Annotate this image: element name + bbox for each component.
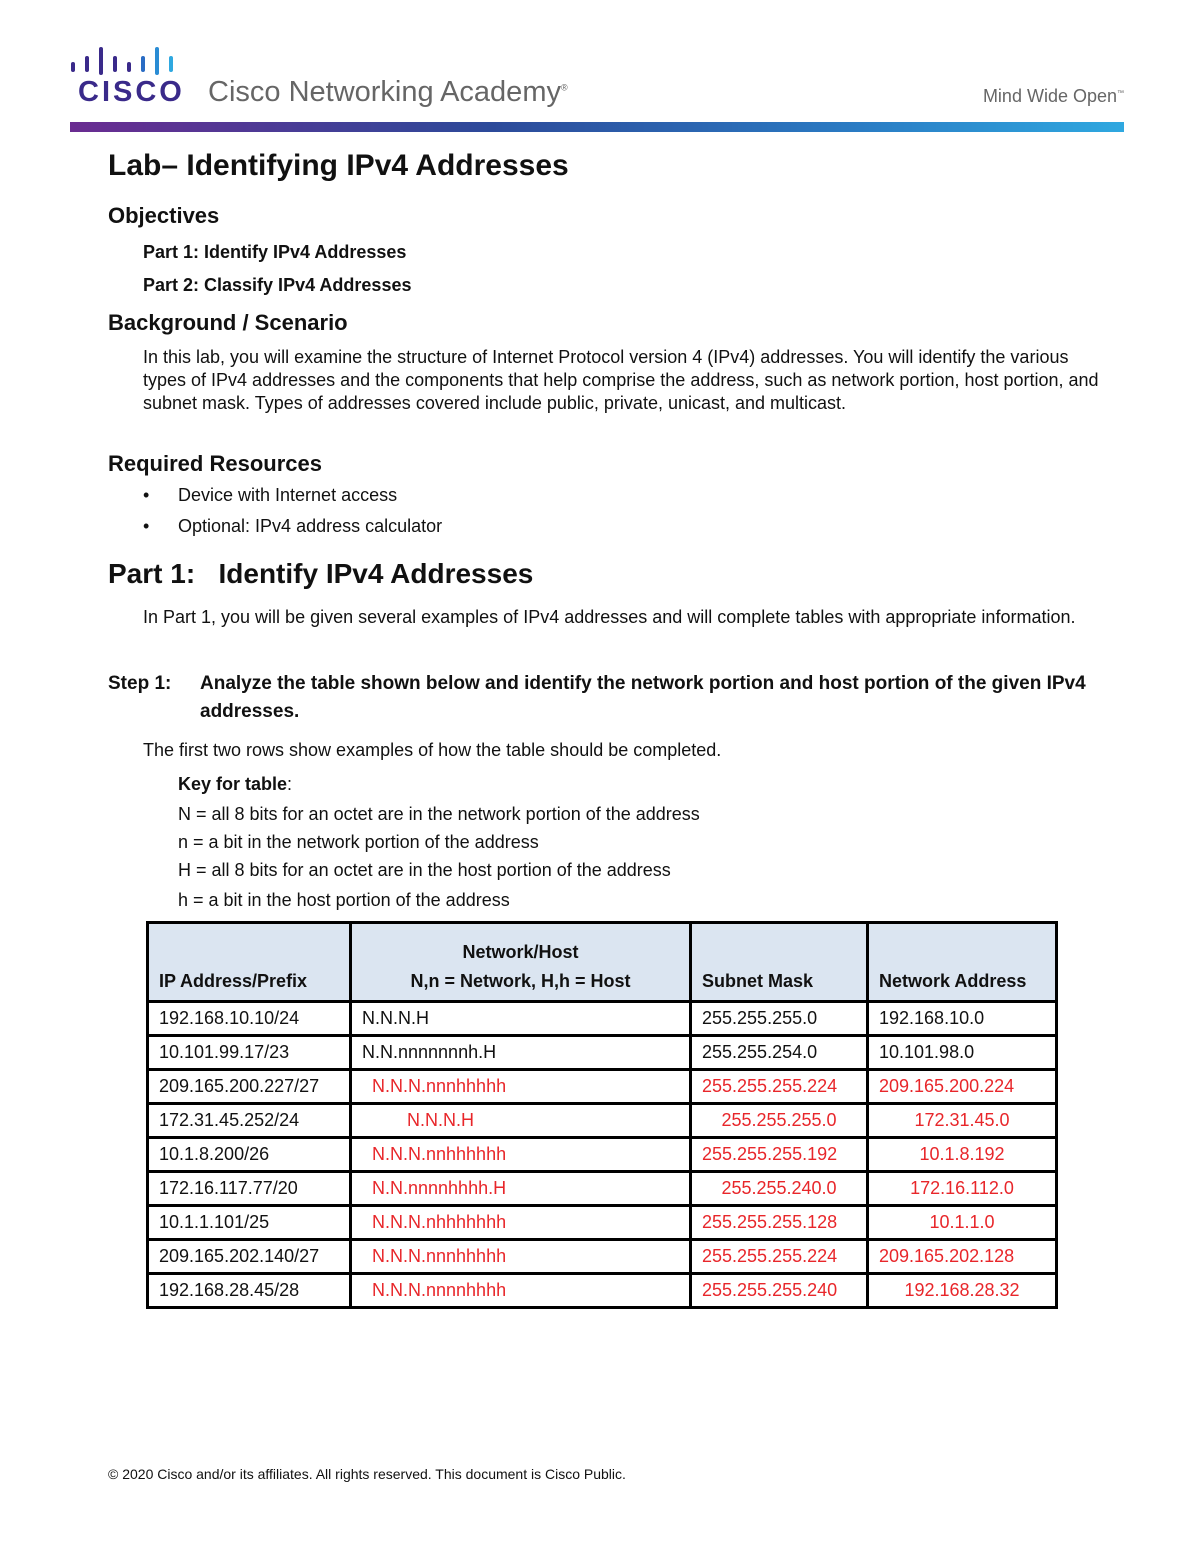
table-row <box>148 1070 1057 1104</box>
resource-item: • Optional: IPv4 address calculator <box>143 516 443 536</box>
network-address-cell: 192.168.10.0 <box>868 1002 1057 1036</box>
ip-cell: 172.31.45.252/24 <box>148 1104 351 1138</box>
header-ip-prefix: IP Address/Prefix <box>148 923 351 1002</box>
header-network-host <box>351 923 691 1002</box>
network-host-cell: N.N.nnnnnnnh.H <box>351 1036 691 1070</box>
network-host-answer: N.N.N.nnnhhhhh <box>351 1240 691 1274</box>
background-text: In this lab, you will examine the structure of Internet Protocol version 4 (IPv4) addresses. You will identify the various types of IPv4 addresses and the components that help comprise the address, such as network portion, host portion, and subnet mask. Types of addresses covered include public, private, unicast, and multicast. <box>143 347 1099 413</box>
network-address-answer: 209.165.202.128 <box>868 1240 1057 1274</box>
subnet-mask-cell: 255.255.254.0 <box>691 1036 868 1070</box>
academy-label: Cisco Networking Academy <box>208 76 561 108</box>
network-address-answer: 192.168.28.32 <box>868 1274 1057 1308</box>
objective-item: Part 1: Identify IPv4 Addresses <box>143 242 407 262</box>
ip-cell: 10.101.99.17/23 <box>148 1036 351 1070</box>
key-item: H = all 8 bits for an octet are in the host portion of the address <box>178 860 671 880</box>
network-host-answer: N.N.N.nnnhhhhh <box>351 1070 691 1104</box>
subnet-mask-answer: 255.255.255.192 <box>691 1138 868 1172</box>
subnet-mask-cell: 255.255.255.0 <box>691 1002 868 1036</box>
ip-cell: 209.165.202.140/27 <box>148 1240 351 1274</box>
ip-cell: 172.16.117.77/20 <box>148 1172 351 1206</box>
ip-cell: 192.168.28.45/28 <box>148 1274 351 1308</box>
background-heading: Background / Scenario <box>108 310 348 335</box>
network-host-answer: N.N.nnnnhhhh.H <box>351 1172 691 1206</box>
objectives-heading: Objectives <box>108 203 220 228</box>
ip-cell: 10.1.1.101/25 <box>148 1206 351 1240</box>
subnet-mask-answer: 255.255.255.128 <box>691 1206 868 1240</box>
page-title: Lab– Identifying IPv4 Addresses <box>108 149 569 182</box>
cisco-logo-text: CISCO <box>78 76 185 108</box>
header-line: Network/Host <box>462 942 579 962</box>
network-address-answer: 172.16.112.0 <box>868 1172 1057 1206</box>
header-subnet-mask: Subnet Mask <box>691 923 868 1002</box>
ip-cell: 192.168.10.10/24 <box>148 1002 351 1036</box>
network-address-answer: 172.31.45.0 <box>868 1104 1057 1138</box>
resource-item: • Device with Internet access <box>143 485 398 505</box>
key-item: h = a bit in the host portion of the address <box>178 890 510 910</box>
table-row <box>148 1172 1057 1206</box>
subnet-mask-answer: 255.255.255.224 <box>691 1240 868 1274</box>
key-item: N = all 8 bits for an octet are in the network portion of the address <box>178 804 700 824</box>
objective-item: Part 2: Classify IPv4 Addresses <box>143 275 412 295</box>
subnet-mask-answer: 255.255.255.0 <box>691 1104 868 1138</box>
network-host-answer: N.N.N.nnnnhhhh <box>351 1274 691 1308</box>
key-item: n = a bit in the network portion of the address <box>178 832 539 852</box>
table-row <box>148 1002 1057 1036</box>
network-address-answer: 10.1.1.0 <box>868 1206 1057 1240</box>
part1-heading: Part 1: Identify IPv4 Addresses <box>108 558 534 589</box>
ip-cell: 10.1.8.200/26 <box>148 1138 351 1172</box>
footer-copyright: © 2020 Cisco and/or its affiliates. All rights reserved. This document is Cisco Public. <box>108 1466 626 1482</box>
header-line: N,n = Network, H,h = Host <box>410 971 631 991</box>
step-label: Step 1: <box>108 673 172 694</box>
academy-name: Cisco Networking Academy® <box>208 76 568 108</box>
network-host-answer: N.N.N.nnhhhhhh <box>351 1138 691 1172</box>
step-text: Analyze the table shown below and identify the network portion and host portion of the given IPv4 addresses. <box>200 673 1086 722</box>
subnet-mask-answer: 255.255.255.240 <box>691 1274 868 1308</box>
header-gradient-rule <box>70 122 1124 132</box>
subnet-mask-answer: 255.255.255.224 <box>691 1070 868 1104</box>
cisco-logo-bars-icon <box>70 46 180 76</box>
network-host-cell: N.N.N.H <box>351 1002 691 1036</box>
tagline: Mind Wide Open™ <box>982 86 1124 106</box>
tagline-label: Mind Wide Open <box>982 86 1117 106</box>
resource-label: Device with Internet access <box>178 485 398 505</box>
network-address-answer: 209.165.200.224 <box>868 1070 1057 1104</box>
key-title: Key for table: <box>178 774 293 794</box>
network-address-cell: 10.101.98.0 <box>868 1036 1057 1070</box>
header-network-address: Network Address <box>868 923 1057 1002</box>
ip-address-table <box>146 921 1058 1309</box>
table-row <box>148 1036 1057 1070</box>
table-row <box>148 1104 1057 1138</box>
network-host-answer: N.N.N.H <box>351 1104 691 1138</box>
table-row <box>148 1274 1057 1308</box>
table-header-row <box>148 923 1057 1002</box>
part1-intro: In Part 1, you will be given several examples of IPv4 addresses and will complete tables with appropriate information. <box>143 607 1076 627</box>
network-address-answer: 10.1.8.192 <box>868 1138 1057 1172</box>
step1-note: The first two rows show examples of how the table should be completed. <box>143 740 722 760</box>
key-title-label: Key for table <box>178 774 288 794</box>
subnet-mask-answer: 255.255.240.0 <box>691 1172 868 1206</box>
resource-label: Optional: IPv4 address calculator <box>178 516 443 536</box>
ip-cell: 209.165.200.227/27 <box>148 1070 351 1104</box>
resources-heading: Required Resources <box>108 451 322 476</box>
table-row <box>148 1206 1057 1240</box>
table-row <box>148 1138 1057 1172</box>
table-row <box>148 1240 1057 1274</box>
step1-heading <box>108 670 1110 726</box>
network-host-answer: N.N.N.nhhhhhhh <box>351 1206 691 1240</box>
